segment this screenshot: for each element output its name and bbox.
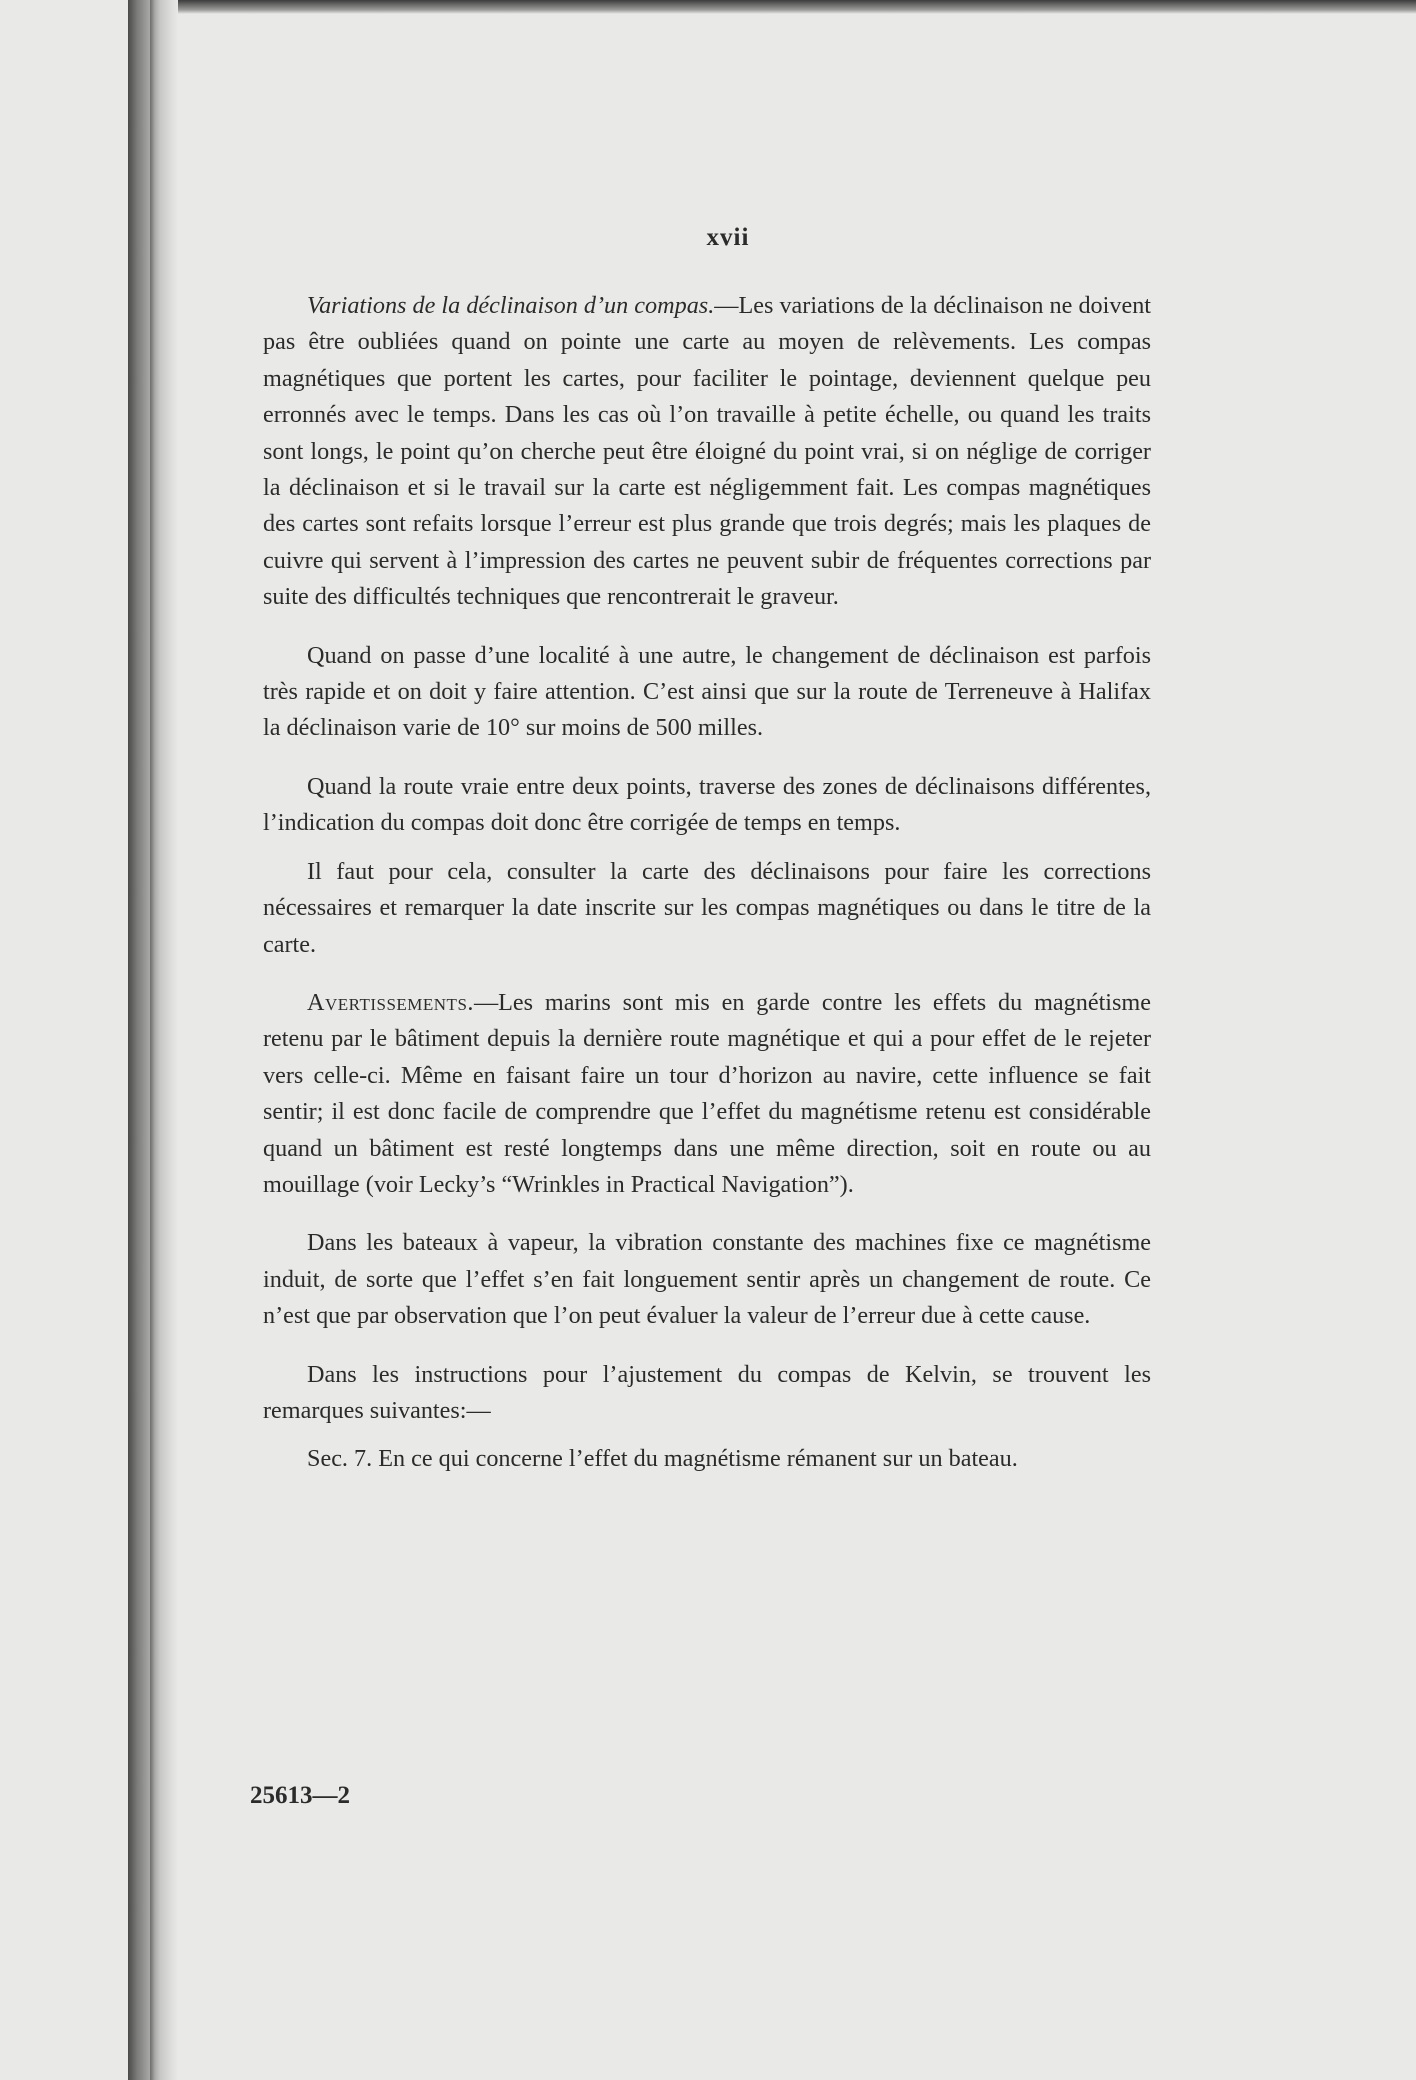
paragraph-text: Il faut pour cela, consulter la carte des déclinaisons pour faire les corrections nécessaires et remarquer la date inscrite sur les compas magnétiques ou dans le titre de la carte. bbox=[263, 857, 1151, 958]
paragraph-text: Sec. 7. En ce qui concerne l’effet du magnétisme rémanent sur un bateau. bbox=[307, 1445, 1018, 1473]
printer-signature: 25613—2 bbox=[250, 1782, 350, 1809]
paragraph-locality-change bbox=[263, 638, 1151, 747]
paragraph-declinaison-variations bbox=[263, 288, 1151, 616]
paragraph-text: —Les marins sont mis en garde contre les effets du magnétisme retenu par le bâtiment depuis la dernière route magnétique et qui a pour effet de le rejeter vers celle-ci. Même en faisant faire un tour d’horizon au navire, cette influence se fait sentir; il est donc facile de comprendre que l’effet du magnétisme retenu est considérable quand un bâtiment est resté longtemps dans une même direction, soit en route ou au mouillage (voir Lecky’s “Wrinkles in Practical Navigation”). bbox=[263, 988, 1151, 1198]
paragraph-text: Dans les instructions pour l’ajustement du compas de Kelvin, se trouvent les remarques suivantes:— bbox=[263, 1360, 1151, 1424]
book-gutter bbox=[150, 0, 160, 2080]
paragraph-text: Quand on passe d’une localité à une autre, le changement de déclinaison est parfois très rapide et on doit y faire attention. C’est ainsi que sur la route de Terreneuve à Halifax la déclinaison varie de 10° sur moins de 500 milles. bbox=[263, 641, 1151, 742]
section-heading-variations: Variations de la déclinaison d’un compas. bbox=[307, 292, 715, 319]
page-top-edge bbox=[128, 0, 1416, 14]
paragraph-warnings bbox=[263, 985, 1151, 1203]
paragraph-kelvin-instructions bbox=[263, 1357, 1151, 1430]
paragraph-steam-vessels bbox=[263, 1225, 1151, 1334]
paragraph-text: Dans les bateaux à vapeur, la vibration constante des machines fixe ce magnétisme induit, de sorte que l’effet s’en fait longuement sentir après un changement de route. Ce n’est que par observation que l’on peut évaluer la valeur de l’erreur due à cette cause. bbox=[263, 1229, 1151, 1330]
page-number: xvii bbox=[706, 224, 750, 251]
paragraph-text: —Les variations de la déclinaison ne doivent pas être oubliées quand on pointe une carte au moyen de relèvements. Les compas magnétiques que portent les cartes, pour faciliter le pointage, deviennent quelque peu erronnés avec le temps. Dans les cas où l’on travaille à petite échelle, ou quand les traits sont longs, le point qu’on cherche peut être éloigné du point vrai, si on néglige de corriger la déclinaison et si le travail sur la carte est négligemment fait. Les compas magnétiques des cartes sont refaits lorsque l’erreur est plus grande que trois degrés; mais les plaques de cuivre qui servent à l’impression des cartes ne peuvent subir de fréquentes corrections par suite des difficultés techniques que rencontrerait le graveur. bbox=[263, 292, 1152, 611]
paragraph-text: Quand la route vraie entre deux points, traverse des zones de déclinaisons différentes, l’indication du compas doit donc être corrigée de temps en temps. bbox=[263, 772, 1151, 837]
paragraph-section-7 bbox=[263, 1441, 1151, 1477]
body-text bbox=[263, 288, 1151, 1478]
paragraph-consult-chart bbox=[263, 854, 1151, 963]
section-heading-warnings: Avertissements. bbox=[307, 988, 474, 1016]
paragraph-true-route bbox=[263, 769, 1151, 842]
